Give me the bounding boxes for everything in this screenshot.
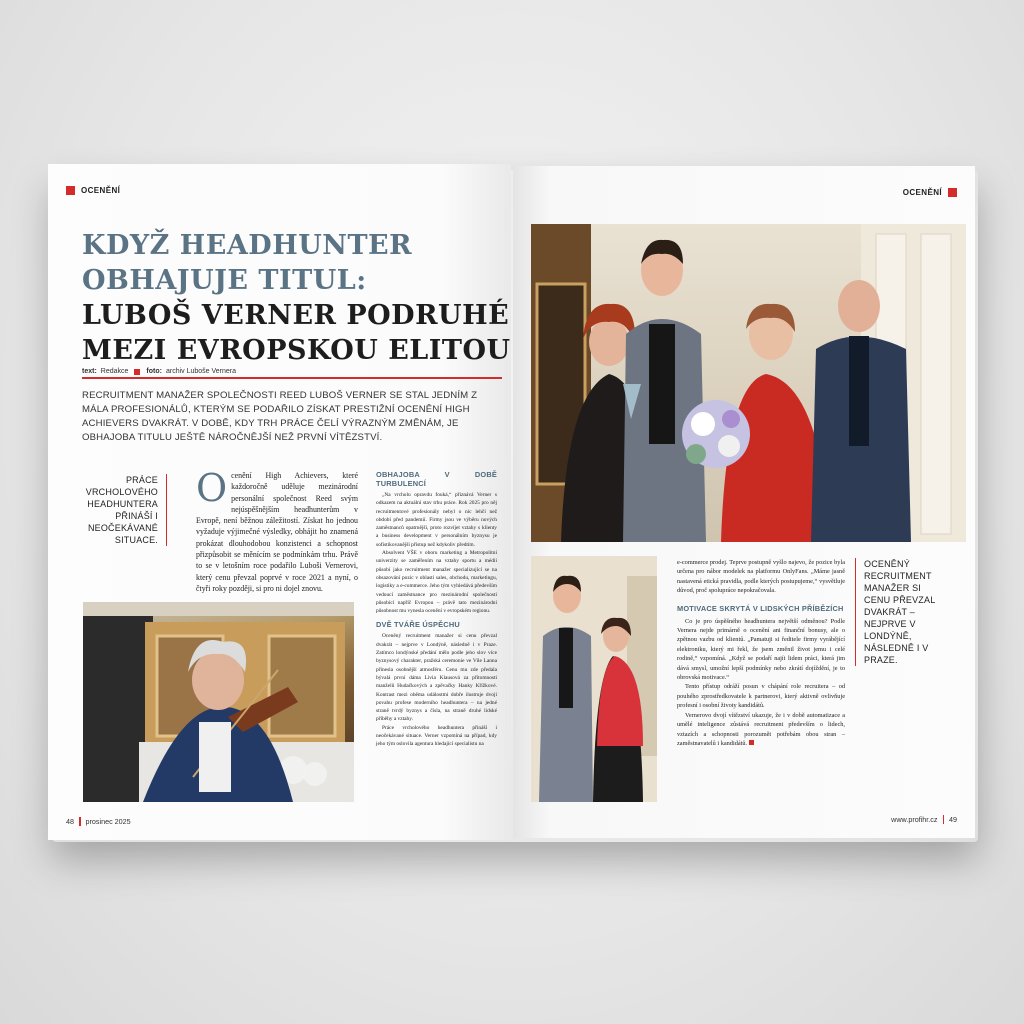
- dropcap: O: [196, 466, 228, 510]
- page-number: 48: [66, 817, 74, 826]
- credit-photo-label: foto:: [146, 368, 162, 375]
- end-mark: [749, 740, 754, 745]
- red-divider: [82, 377, 502, 379]
- red-square-marker: [948, 188, 957, 197]
- violinist-illustration: [83, 602, 354, 802]
- title-line: KDYŽ HEADHUNTER: [82, 230, 413, 261]
- body-column-right: [677, 558, 845, 748]
- body-text: Vernerovo dvojí vítězství ukazuje, že i v době automatizace a umělé inteligence zůstává recruitment především o lidech, vztazích a schopnosti porozumět potřebám obou stran – zaměstnavatelů i kandidátů.: [677, 711, 845, 747]
- body-paragraph: Práce vrcholového headhuntera přináší i neočekávané situace. Verner vzpomíná na případ, kdy jeho tým oslovila agentura hledající specialistu na: [376, 724, 497, 748]
- section-tag: [903, 188, 957, 197]
- body-paragraph: [677, 711, 845, 749]
- credit-photo-value: archiv Luboše Vernera: [165, 368, 237, 375]
- group-illustration: [531, 224, 966, 542]
- body-paragraph: e-commerce prodej. Teprve postupně vyšlo najevo, že pozice byla určena pro nábor modelek na platformu OnlyFans. „Máme jasně nastavená etická pravidla, podle kterých postupujeme,“ vysvětluje důvod, proč spolupráce nepokračovala.: [677, 559, 845, 595]
- title-line: OBHAJUJE TITUL:: [82, 265, 367, 296]
- body-paragraph: Tento přístup odráží posun v chápání role recruitera – od pouhého zprostředkovatele k partnerovi, který aktivně ovlivňuje profesní i osobní životy kandidátů.: [677, 683, 845, 710]
- article-credits: [82, 368, 236, 375]
- footer-divider: [79, 817, 81, 826]
- footer-divider: [943, 815, 945, 824]
- group-award-photo: [531, 224, 966, 542]
- article-title: [82, 228, 511, 368]
- page-footer: [66, 817, 131, 826]
- body-paragraph: Oceněný recruitment manažer si cenu převzal dvakrát – nejprve v Londýně, následně i v Praze. Zatímco londýnské předání mělo podle jeho slov více byznysový charakter, pražská ceremonie ve Vile Lanna přinesla osobnější atmosféru. Cenu mu zde předala bývalá první dáma Livia Klausová za přítomnosti manželů Hudačkových a zpěvačky Hanky Křížkové. Kontrast mezi oběma událostmi dobře ilustruje dvojí povahu profese moderního headhuntera – na jedné straně tvrdý byznys a čísla, na straně druhé lidské příběhy a vztahy.: [376, 633, 497, 723]
- title-line: LUBOŠ VERNER PODRUHÉ: [82, 300, 510, 331]
- section-tag-label: OCENĚNÍ: [902, 188, 942, 197]
- section-tag: [66, 186, 120, 195]
- body-paragraph: Co je pro úspěšného headhuntera největší odměnou? Podle Vernera nejde primárně o ocenění ani finanční bonusy, ale o zpětnou vazbu od klientů. „Pamatuji si ředitele firmy vyrábějící elektroniku, který mi řekl, že jsem změnil život jemu i celé rodině,“ vzpomíná. „Když se podaří najít lidem práci, která jim dává smysl, umožní lepší podmínky nebo zkrátí dojíždění, je to obrovská motivace.“: [677, 617, 845, 682]
- red-square-marker: [66, 186, 75, 195]
- body-column-1: [196, 466, 358, 594]
- violinist-photo: [83, 602, 354, 802]
- website-url: www.profihr.cz: [891, 815, 938, 824]
- credit-text-label: text:: [82, 368, 97, 375]
- left-page: [48, 164, 511, 840]
- section-tag-label: OCENĚNÍ: [81, 186, 121, 195]
- page-footer: [891, 815, 957, 824]
- duo-photo: [531, 556, 657, 802]
- pull-quote: PRÁCE VRCHOLOVÉHO HEADHUNTERA PŘINÁŠÍ I NEOČEKÁVANÉ SITUACE.: [84, 474, 167, 546]
- body-column-2: [376, 470, 497, 749]
- article-lead: RECRUITMENT MANAŽER SPOLEČNOSTI REED LUBOŠ VERNER SE STAL JEDNÍM Z MÁLA PROFESIONÁLŮ, KTERÝM SE PODAŘILO ZÍSKAT PRESTIŽNÍ OCENĚNÍ HIGH ACHIEVERS DVAKRÁT. V DOBĚ, KDY TRH PRÁCE ČELÍ VÝRAZNÝM ZMĚNÁM, JE OBHAJOBA TITULU JEŠTĚ NÁROČNĚJŠÍ NEŽ PRVNÍ VÍTĚZSTVÍ.: [82, 390, 478, 443]
- duo-illustration: [531, 556, 657, 802]
- issue-date: prosinec 2025: [85, 817, 131, 826]
- right-page: [513, 166, 975, 838]
- title-line: MEZI EVROPSKOU ELITOU: [82, 335, 511, 366]
- credit-text-value: Redakce: [100, 368, 129, 375]
- red-square-marker: [134, 369, 140, 375]
- subheading: OBHAJOBA V DOBĚ TURBULENCÍ: [376, 470, 497, 488]
- subheading: MOTIVACE SKRYTÁ V LIDSKÝCH PŘÍBĚZÍCH: [677, 603, 844, 613]
- subheading: DVĚ TVÁŘE ÚSPĚCHU: [376, 620, 460, 630]
- body-text: cenění High Achievers, které každoročně uděluje mezinárodní personální společnost Reed svým nejúspěšnějším headhunterům v Evropě, není běžnou záležitostí. Získat ho jednou vyžaduje výjimečné výsledky, obhájit ho znamená prokázat dlouhodobou konzistenci a schopnost přizpůsobit se měnícím se podmínkám trhu. Právě to se v letošním roce podařilo Luboši Vernerovi, který cenu převzal poprvé v roce 2021 a nyní, o čtyři roky později, si pro ni dojel znovu.: [196, 471, 358, 593]
- body-paragraph: „Na vrcholu opravdu fouká,“ přiznává Verner s odkazem na aktuální stav trhu práce. Rok 2025 pro něj recruitmentové profesionály nebyl o nic lehčí než období před pandemií. Firmy jsou ve výběru nových zaměstnanců opatrnější, proto rozvíjet vztahy s klienty a business development v personálním byznysu je sofistikovanější přístup než kdykoliv předtím.: [376, 492, 497, 548]
- pull-quote: OCENĚNÝ RECRUITMENT MANAŽER SI CENU PŘEVZAL DVAKRÁT – NEJPRVE V LONDÝNĚ, NÁSLEDNĚ I V PRAZE.: [855, 558, 944, 666]
- page-number: 49: [949, 815, 957, 824]
- body-paragraph: Absolvent VŠE v oboru marketing a Metropolitní univerzity se zaměřením na vztahy sportu a médií působí jako recruitment manažer specializující se na obsazování pozic v oblasti sales, obchodu, marketingu, logistiky a e-commerce. Jeho tým vyhledává především vedoucí zaměstnance pro mezinárodní společnosti působící napříč Evropou – právě tato mezinárodní působnost mu vynesla ocenění v evropském regionu.: [376, 550, 497, 615]
